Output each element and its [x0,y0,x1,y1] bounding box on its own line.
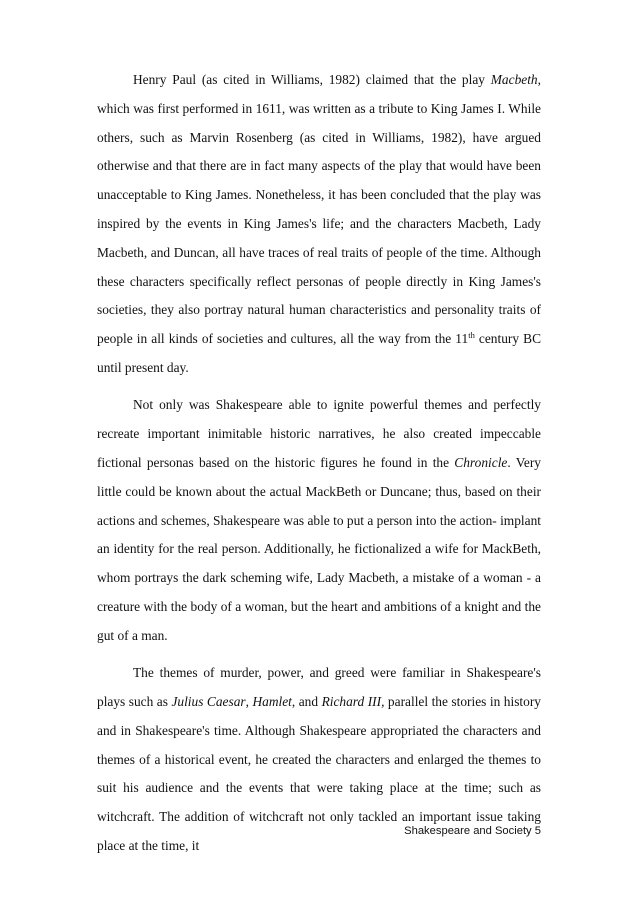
text-segment: , [245,693,253,709]
text-segment: parallel the stories in history and in Shakespeare's time. Although Shakespeare appropriated the characters and themes of a historical event, he created the characters and enlarged the themes to suit his audience and the events that were taking place at the time; such as witchcraft. The addition of witchcraft not only tackled an important issue taking place at the time, it [97,693,541,853]
text-segment: century BC until present day. [97,331,541,375]
italic-title: Richard III, [321,693,385,709]
italic-title: Julius Caesar [171,693,246,709]
paragraph [97,391,541,650]
italic-title: Macbeth [490,72,538,87]
text-segment: The themes of murder, power, and greed were familiar in Shakespeare's plays such as [97,665,541,709]
text-segment: , and [291,693,322,709]
text-segment: , which was first performed in 1611, was written as a tribute to King James I. While others, such as Marvin Rosenberg (as cited in Williams, 1982), have argued otherwise and that there are in fact many aspects of the play that would have been unacceptable to King James. Nonetheless, it has been concluded that the play was inspired by the events in King James's life; and the characters Macbeth, Lady Macbeth, and Duncan, all have traces of real traits of people of the time. Although these characters specifically reflect personas of people directly in King James's societies, they also portray natural human characteristics and personality traits of people in all kinds of societies and cultures, all the way from the 11 [97,72,541,347]
paragraph [97,66,541,383]
body-text [97,66,541,861]
italic-title: Chronicle [454,454,508,470]
page-footer: Shakespeare and Society 5 [404,825,541,837]
italic-title: Hamlet [252,693,292,709]
text-segment: Not only was Shakespeare able to ignite powerful themes and perfectly recreate important inimitable historic narratives, he also created impeccable fictional personas based on the historic figures he found in the [97,397,541,470]
superscript: th [468,330,475,341]
text-segment: . Very little could be known about the actual MackBeth or Duncane; thus, based on their actions and schemes, Shakespeare was able to put a person into the action- implant an identity for the real person. Additionally, he fictionalized a wife for MackBeth, whom portrays the dark scheming wife, Lady Macbeth, a mistake of a woman - a creature with the body of a woman, but the heart and ambitions of a knight and the gut of a man. [97,454,541,643]
text-segment: Henry Paul (as cited in Williams, 1982) claimed that the play [133,72,491,87]
